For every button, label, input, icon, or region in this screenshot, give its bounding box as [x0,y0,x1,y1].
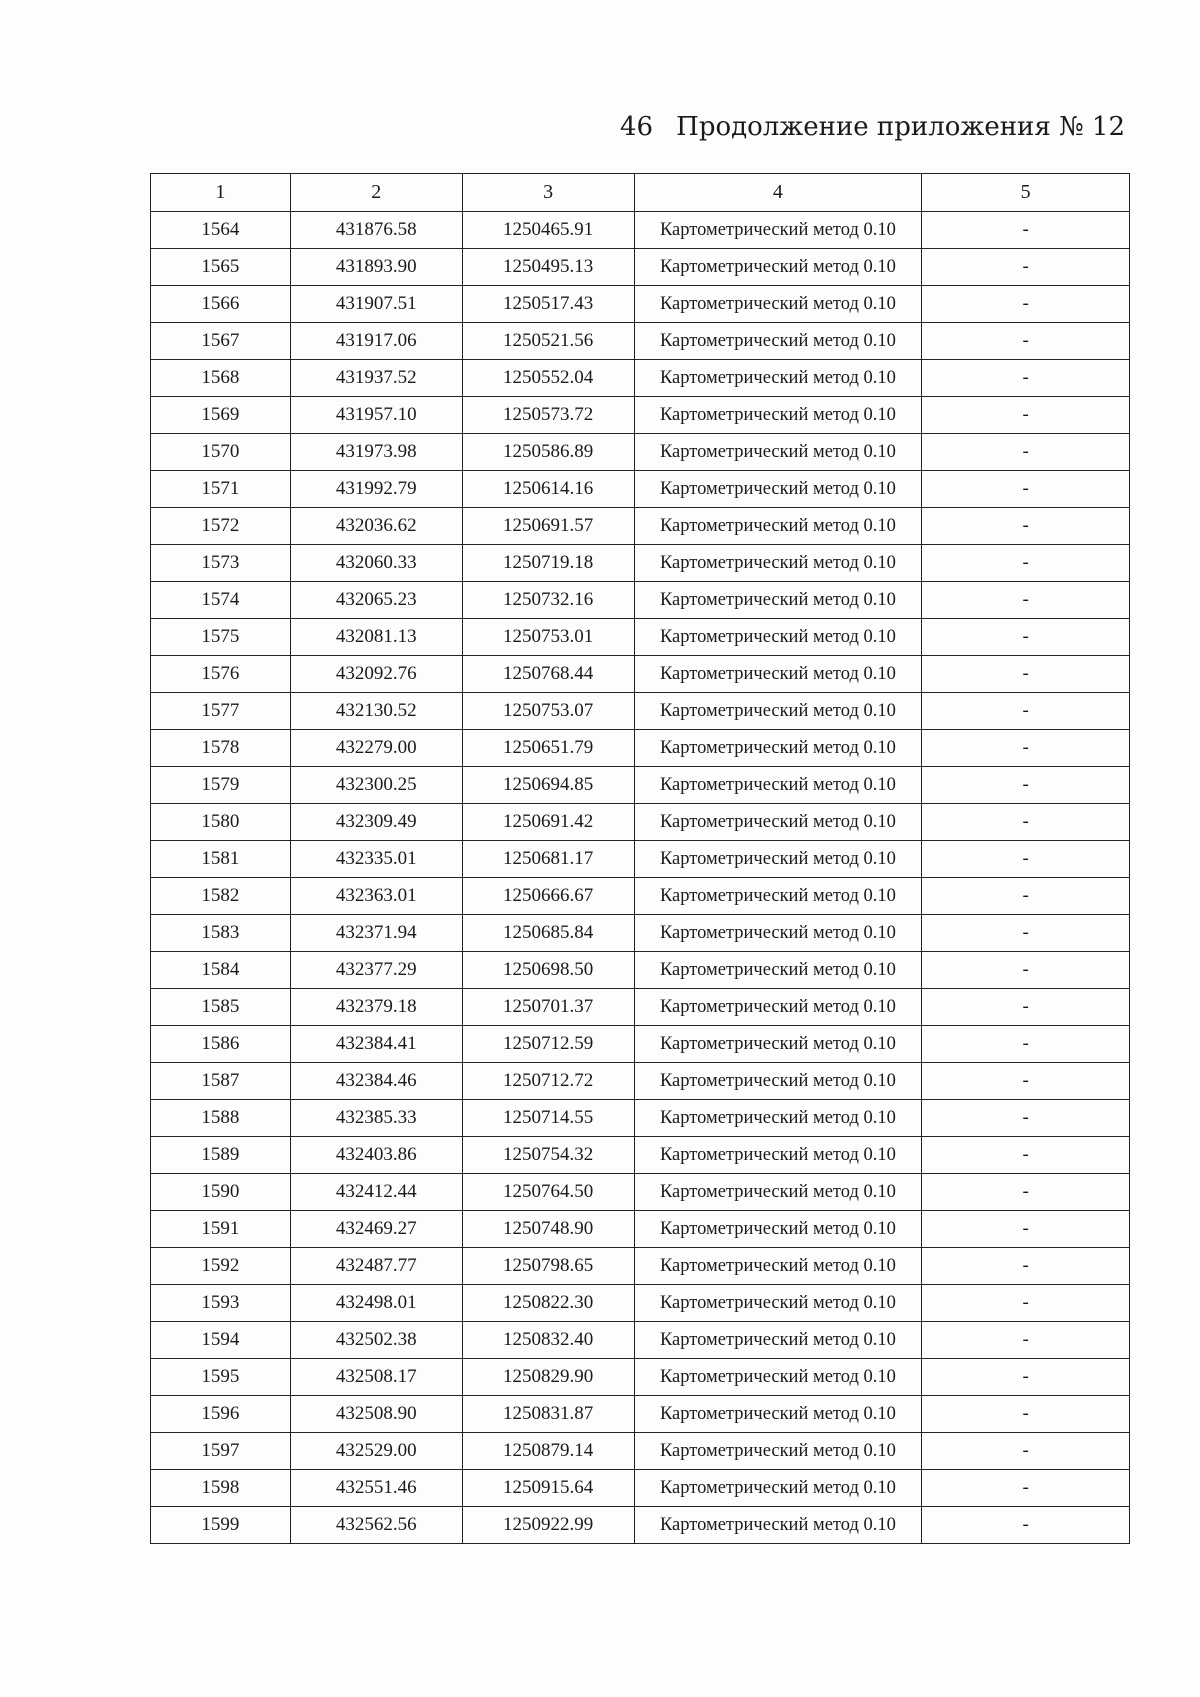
table-row [151,323,1130,360]
coord-x-cell: 432130.52 [290,693,462,730]
table-row [151,397,1130,434]
table-row [151,360,1130,397]
method-cell: Картометрический метод 0.10 [634,397,922,434]
note-cell: - [922,582,1130,619]
method-cell: Картометрический метод 0.10 [634,1359,922,1396]
coord-x-cell: 431937.52 [290,360,462,397]
note-cell: - [922,915,1130,952]
method-cell: Картометрический метод 0.10 [634,656,922,693]
method-cell: Картометрический метод 0.10 [634,952,922,989]
method-cell: Картометрический метод 0.10 [634,1285,922,1322]
note-cell: - [922,1433,1130,1470]
method-cell: Картометрический метод 0.10 [634,434,922,471]
coord-x-cell: 432412.44 [290,1174,462,1211]
point-number-cell: 1564 [151,212,291,249]
note-cell: - [922,730,1130,767]
coord-x-cell: 432502.38 [290,1322,462,1359]
coord-x-cell: 432529.00 [290,1433,462,1470]
table-row [151,767,1130,804]
coord-y-cell: 1250521.56 [462,323,634,360]
coord-y-cell: 1250614.16 [462,471,634,508]
note-cell: - [922,508,1130,545]
table-row [151,1359,1130,1396]
coord-y-cell: 1250764.50 [462,1174,634,1211]
note-cell: - [922,1174,1130,1211]
note-cell: - [922,249,1130,286]
coord-y-cell: 1250517.43 [462,286,634,323]
coord-y-cell: 1250879.14 [462,1433,634,1470]
point-number-cell: 1580 [151,804,291,841]
method-cell: Картометрический метод 0.10 [634,360,922,397]
coord-x-cell: 432403.86 [290,1137,462,1174]
point-number-cell: 1574 [151,582,291,619]
coord-y-cell: 1250922.99 [462,1507,634,1544]
point-number-cell: 1592 [151,1248,291,1285]
table-row [151,286,1130,323]
coord-y-cell: 1250753.07 [462,693,634,730]
coord-x-cell: 432335.01 [290,841,462,878]
note-cell: - [922,397,1130,434]
method-cell: Картометрический метод 0.10 [634,1248,922,1285]
table-row [151,989,1130,1026]
coord-x-cell: 432384.46 [290,1063,462,1100]
table-row [151,545,1130,582]
point-number-cell: 1585 [151,989,291,1026]
note-cell: - [922,1100,1130,1137]
method-cell: Картометрический метод 0.10 [634,841,922,878]
point-number-cell: 1575 [151,619,291,656]
method-cell: Картометрический метод 0.10 [634,249,922,286]
coordinates-table [150,173,1130,1544]
method-cell: Картометрический метод 0.10 [634,508,922,545]
note-cell: - [922,1285,1130,1322]
method-cell: Картометрический метод 0.10 [634,915,922,952]
note-cell: - [922,693,1130,730]
method-cell: Картометрический метод 0.10 [634,212,922,249]
method-cell: Картометрический метод 0.10 [634,471,922,508]
point-number-cell: 1588 [151,1100,291,1137]
coord-y-cell: 1250691.42 [462,804,634,841]
coord-x-cell: 432279.00 [290,730,462,767]
coord-x-cell: 432384.41 [290,1026,462,1063]
coord-y-cell: 1250685.84 [462,915,634,952]
method-cell: Картометрический метод 0.10 [634,545,922,582]
page-header [150,112,1125,152]
note-cell: - [922,1248,1130,1285]
coord-y-cell: 1250691.57 [462,508,634,545]
table-row [151,804,1130,841]
table-row [151,434,1130,471]
table-row [151,508,1130,545]
method-cell: Картометрический метод 0.10 [634,582,922,619]
table-header [151,174,1130,212]
table-row [151,878,1130,915]
method-cell: Картометрический метод 0.10 [634,1433,922,1470]
coord-y-cell: 1250748.90 [462,1211,634,1248]
coord-x-cell: 432385.33 [290,1100,462,1137]
table-row [151,915,1130,952]
coord-y-cell: 1250552.04 [462,360,634,397]
method-cell: Картометрический метод 0.10 [634,323,922,360]
coord-y-cell: 1250798.65 [462,1248,634,1285]
method-cell: Картометрический метод 0.10 [634,286,922,323]
table-body [151,212,1130,1544]
header-row [151,174,1130,212]
coord-y-cell: 1250573.72 [462,397,634,434]
point-number-cell: 1583 [151,915,291,952]
coord-y-cell: 1250829.90 [462,1359,634,1396]
note-cell: - [922,286,1130,323]
point-number-cell: 1595 [151,1359,291,1396]
coord-x-cell: 431973.98 [290,434,462,471]
column-header-4: 4 [634,174,922,212]
note-cell: - [922,1026,1130,1063]
point-number-cell: 1593 [151,1285,291,1322]
point-number-cell: 1566 [151,286,291,323]
point-number-cell: 1565 [151,249,291,286]
table-row [151,952,1130,989]
point-number-cell: 1594 [151,1322,291,1359]
coord-y-cell: 1250465.91 [462,212,634,249]
table-row [151,1063,1130,1100]
coord-y-cell: 1250495.13 [462,249,634,286]
note-cell: - [922,323,1130,360]
method-cell: Картометрический метод 0.10 [634,1322,922,1359]
coord-x-cell: 432379.18 [290,989,462,1026]
coord-y-cell: 1250714.55 [462,1100,634,1137]
coord-y-cell: 1250732.16 [462,582,634,619]
note-cell: - [922,841,1130,878]
table-row [151,249,1130,286]
coord-y-cell: 1250754.32 [462,1137,634,1174]
coord-x-cell: 432498.01 [290,1285,462,1322]
coord-y-cell: 1250681.17 [462,841,634,878]
table-row [151,582,1130,619]
note-cell: - [922,767,1130,804]
point-number-cell: 1597 [151,1433,291,1470]
method-cell: Картометрический метод 0.10 [634,1470,922,1507]
note-cell: - [922,878,1130,915]
coord-y-cell: 1250915.64 [462,1470,634,1507]
point-number-cell: 1571 [151,471,291,508]
coord-x-cell: 432551.46 [290,1470,462,1507]
table-row [151,1285,1130,1322]
method-cell: Картометрический метод 0.10 [634,1396,922,1433]
coord-x-cell: 432036.62 [290,508,462,545]
point-number-cell: 1572 [151,508,291,545]
note-cell: - [922,1322,1130,1359]
table-row [151,1470,1130,1507]
coord-y-cell: 1250701.37 [462,989,634,1026]
coord-y-cell: 1250719.18 [462,545,634,582]
coord-y-cell: 1250831.87 [462,1396,634,1433]
coord-x-cell: 432469.27 [290,1211,462,1248]
page-number: 46 [620,112,654,142]
coord-x-cell: 432065.23 [290,582,462,619]
note-cell: - [922,545,1130,582]
method-cell: Картометрический метод 0.10 [634,1211,922,1248]
note-cell: - [922,656,1130,693]
note-cell: - [922,434,1130,471]
table-row [151,693,1130,730]
coord-y-cell: 1250712.72 [462,1063,634,1100]
table-row [151,1396,1130,1433]
point-number-cell: 1573 [151,545,291,582]
coord-y-cell: 1250768.44 [462,656,634,693]
table-row [151,1174,1130,1211]
coord-x-cell: 432092.76 [290,656,462,693]
table-row [151,1137,1130,1174]
table-row [151,1433,1130,1470]
note-cell: - [922,471,1130,508]
coord-x-cell: 432309.49 [290,804,462,841]
note-cell: - [922,804,1130,841]
table-row [151,1211,1130,1248]
note-cell: - [922,989,1130,1026]
point-number-cell: 1587 [151,1063,291,1100]
point-number-cell: 1590 [151,1174,291,1211]
coord-x-cell: 431957.10 [290,397,462,434]
method-cell: Картометрический метод 0.10 [634,1137,922,1174]
method-cell: Картометрический метод 0.10 [634,804,922,841]
coord-y-cell: 1250712.59 [462,1026,634,1063]
point-number-cell: 1589 [151,1137,291,1174]
table-row [151,730,1130,767]
coord-x-cell: 432377.29 [290,952,462,989]
coord-x-cell: 432081.13 [290,619,462,656]
coord-y-cell: 1250666.67 [462,878,634,915]
coord-x-cell: 431876.58 [290,212,462,249]
table-row [151,656,1130,693]
point-number-cell: 1591 [151,1211,291,1248]
point-number-cell: 1567 [151,323,291,360]
method-cell: Картометрический метод 0.10 [634,693,922,730]
note-cell: - [922,952,1130,989]
coord-y-cell: 1250694.85 [462,767,634,804]
point-number-cell: 1570 [151,434,291,471]
table-row [151,1026,1130,1063]
coord-x-cell: 432508.17 [290,1359,462,1396]
table-row [151,1507,1130,1544]
method-cell: Картометрический метод 0.10 [634,619,922,656]
coord-y-cell: 1250753.01 [462,619,634,656]
note-cell: - [922,1396,1130,1433]
point-number-cell: 1581 [151,841,291,878]
note-cell: - [922,212,1130,249]
column-header-1: 1 [151,174,291,212]
point-number-cell: 1579 [151,767,291,804]
coord-x-cell: 432371.94 [290,915,462,952]
point-number-cell: 1576 [151,656,291,693]
column-header-3: 3 [462,174,634,212]
method-cell: Картометрический метод 0.10 [634,1026,922,1063]
table-row [151,1100,1130,1137]
coord-x-cell: 431893.90 [290,249,462,286]
point-number-cell: 1578 [151,730,291,767]
point-number-cell: 1599 [151,1507,291,1544]
coord-x-cell: 432060.33 [290,545,462,582]
method-cell: Картометрический метод 0.10 [634,878,922,915]
point-number-cell: 1584 [151,952,291,989]
column-header-2: 2 [290,174,462,212]
coord-y-cell: 1250698.50 [462,952,634,989]
table-row [151,1322,1130,1359]
note-cell: - [922,1507,1130,1544]
note-cell: - [922,619,1130,656]
note-cell: - [922,1359,1130,1396]
table-row [151,471,1130,508]
table-row [151,619,1130,656]
coord-y-cell: 1250832.40 [462,1322,634,1359]
coord-x-cell: 431907.51 [290,286,462,323]
point-number-cell: 1598 [151,1470,291,1507]
method-cell: Картометрический метод 0.10 [634,1100,922,1137]
table-row [151,841,1130,878]
point-number-cell: 1586 [151,1026,291,1063]
method-cell: Картометрический метод 0.10 [634,1174,922,1211]
table-row [151,1248,1130,1285]
method-cell: Картометрический метод 0.10 [634,1507,922,1544]
point-number-cell: 1582 [151,878,291,915]
note-cell: - [922,1137,1130,1174]
coord-y-cell: 1250822.30 [462,1285,634,1322]
coord-x-cell: 432363.01 [290,878,462,915]
coord-x-cell: 431917.06 [290,323,462,360]
appendix-title: Продолжение приложения № 12 [676,112,1125,142]
point-number-cell: 1568 [151,360,291,397]
note-cell: - [922,1470,1130,1507]
point-number-cell: 1569 [151,397,291,434]
method-cell: Картометрический метод 0.10 [634,989,922,1026]
note-cell: - [922,360,1130,397]
table-row [151,212,1130,249]
coord-x-cell: 431992.79 [290,471,462,508]
coord-y-cell: 1250651.79 [462,730,634,767]
coord-y-cell: 1250586.89 [462,434,634,471]
coord-x-cell: 432508.90 [290,1396,462,1433]
coord-x-cell: 432300.25 [290,767,462,804]
coord-x-cell: 432562.56 [290,1507,462,1544]
point-number-cell: 1577 [151,693,291,730]
note-cell: - [922,1211,1130,1248]
method-cell: Картометрический метод 0.10 [634,1063,922,1100]
coord-x-cell: 432487.77 [290,1248,462,1285]
method-cell: Картометрический метод 0.10 [634,730,922,767]
point-number-cell: 1596 [151,1396,291,1433]
column-header-5: 5 [922,174,1130,212]
method-cell: Картометрический метод 0.10 [634,767,922,804]
note-cell: - [922,1063,1130,1100]
